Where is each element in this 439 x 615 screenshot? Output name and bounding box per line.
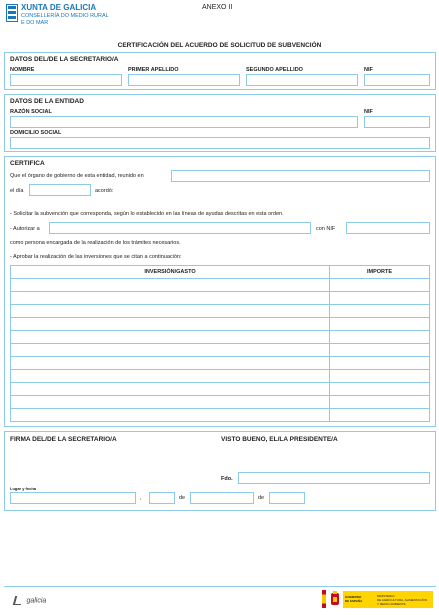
secretario-nif-label: NIF <box>364 67 373 73</box>
certifica-title: CERTIFICA <box>10 160 45 167</box>
inversion-cell[interactable] <box>11 344 330 357</box>
table-row[interactable] <box>11 344 430 357</box>
inversion-cell[interactable] <box>11 331 330 344</box>
domicilio-field[interactable] <box>10 137 430 149</box>
el-dia-text: el día <box>10 188 24 194</box>
footer-divider <box>4 586 436 587</box>
entidad-title: DATOS DE LA ENTIDAD <box>10 98 84 105</box>
importe-cell[interactable] <box>330 409 430 422</box>
table-row[interactable] <box>11 396 430 409</box>
importe-cell[interactable] <box>330 357 430 370</box>
con-nif-text: con NIF <box>316 226 336 232</box>
table-row[interactable] <box>11 370 430 383</box>
firma-secretario-label: FIRMA DEL/DE LA SECRETARIO/A <box>10 436 117 443</box>
importe-cell[interactable] <box>330 370 430 383</box>
dia-field[interactable] <box>29 184 91 196</box>
inversion-cell[interactable] <box>11 305 330 318</box>
lugar-field[interactable] <box>10 492 136 504</box>
inversion-cell[interactable] <box>11 409 330 422</box>
visto-bueno-label: VISTO BUENO, EL/LA PRESIDENTE/A <box>221 436 338 443</box>
inversion-cell[interactable] <box>11 383 330 396</box>
col-importe-header: IMPORTE <box>330 266 430 279</box>
table-header-row <box>11 266 430 279</box>
fecha-ano-field[interactable] <box>269 492 305 504</box>
gobierno-line1: GOBIERNO <box>345 595 362 599</box>
primer-apellido-field[interactable] <box>128 74 240 86</box>
inversion-cell[interactable] <box>11 357 330 370</box>
reunido-text: Que el órgano de gobierno de esta entidad, reunido en <box>10 173 144 179</box>
galicia-mark-icon <box>13 596 23 605</box>
autorizar-text: - Autorizar a <box>10 226 40 232</box>
doc-title: CERTIFICACIÓN DEL ACUERDO DE SOLICITUD DE SUBVENCIÓN <box>117 42 322 49</box>
reunido-en-field[interactable] <box>171 170 430 182</box>
segundo-apellido-label: SEGUNDO APELLIDO <box>246 67 303 73</box>
acordo-text: acordó: <box>95 188 114 194</box>
importe-cell[interactable] <box>330 331 430 344</box>
table-row[interactable] <box>11 305 430 318</box>
inversion-cell[interactable] <box>11 318 330 331</box>
col-inversion-header: INVERSIÓN/GASTO <box>11 266 330 279</box>
ministry-block <box>373 591 433 608</box>
razon-social-field[interactable] <box>10 116 358 128</box>
galicia-logo <box>14 592 46 610</box>
inversion-cell[interactable] <box>11 396 330 409</box>
inversion-cell[interactable] <box>11 370 330 383</box>
inversion-cell[interactable] <box>11 292 330 305</box>
de1-text: de <box>179 495 186 501</box>
nombre-field[interactable] <box>10 74 122 86</box>
item1-text: - Solicitar la subvención que corresponda, según lo establecido en las líneas de ayudas descritas en esta orden. <box>10 211 284 217</box>
fecha-mes-field[interactable] <box>190 492 254 504</box>
table-row[interactable] <box>11 318 430 331</box>
xunta-logo <box>6 4 18 22</box>
persona-text: como persona encargada de la realización de los trámites necesarios. <box>10 240 181 246</box>
table-row[interactable] <box>11 383 430 396</box>
annex-label: ANEXO II <box>202 4 233 11</box>
importe-cell[interactable] <box>330 396 430 409</box>
importe-cell[interactable] <box>330 305 430 318</box>
spain-coat-of-arms-icon <box>330 591 340 607</box>
primer-apellido-label: PRIMER APELLIDO <box>128 67 179 73</box>
logo-line3: E DO MAR <box>21 20 49 26</box>
fecha-dia-field[interactable] <box>149 492 175 504</box>
inversion-cell[interactable] <box>11 279 330 292</box>
entidad-nif-label: NIF <box>364 109 373 115</box>
secretario-title: DATOS DEL/DE LA SECRETARIO/A <box>10 56 119 63</box>
ministry-line1: MINISTERIO <box>377 594 395 598</box>
autorizar-nif-field[interactable] <box>346 222 430 234</box>
importe-cell[interactable] <box>330 292 430 305</box>
lugar-fecha-label: Lugar y fecha <box>10 486 37 491</box>
table-row[interactable] <box>11 357 430 370</box>
de2-text: de <box>258 495 265 501</box>
segundo-apellido-field[interactable] <box>246 74 358 86</box>
ministry-line3: Y MEDIO AMBIENTE <box>377 602 406 606</box>
importe-cell[interactable] <box>330 383 430 396</box>
domicilio-label: DOMICILIO SOCIAL <box>10 130 62 136</box>
fdo-field[interactable] <box>238 472 430 484</box>
autorizar-field[interactable] <box>49 222 311 234</box>
logo-line1: XUNTA DE GALICIA <box>21 3 97 12</box>
importe-cell[interactable] <box>330 279 430 292</box>
importe-cell[interactable] <box>330 318 430 331</box>
entidad-nif-field[interactable] <box>364 116 430 128</box>
galicia-text: galicia <box>26 597 47 605</box>
xunta-shield-icon <box>6 4 18 22</box>
gobierno-line2: DE ESPAÑA <box>345 599 363 603</box>
inversiones-table <box>10 265 430 422</box>
item3-text: - Aprobar la realización de las inversiones que se citan a continuación: <box>10 254 182 260</box>
spain-flag-icon <box>322 590 326 608</box>
table-row[interactable] <box>11 279 430 292</box>
importe-cell[interactable] <box>330 344 430 357</box>
table-row[interactable] <box>11 409 430 422</box>
secretario-nif-field[interactable] <box>364 74 430 86</box>
nombre-label: NOMBRE <box>10 67 35 73</box>
fdo-label: Fdo. <box>221 476 233 482</box>
ministry-line2: DE AGRICULTURA, ALIMENTACIÓN <box>377 598 427 602</box>
logo-line2: CONSELLERÍA DO MEDIO RURAL <box>21 13 109 19</box>
table-row[interactable] <box>11 292 430 305</box>
comma-text: , <box>140 495 142 501</box>
gobierno-block <box>343 591 373 608</box>
table-row[interactable] <box>11 331 430 344</box>
razon-social-label: RAZÓN SOCIAL <box>10 109 52 115</box>
